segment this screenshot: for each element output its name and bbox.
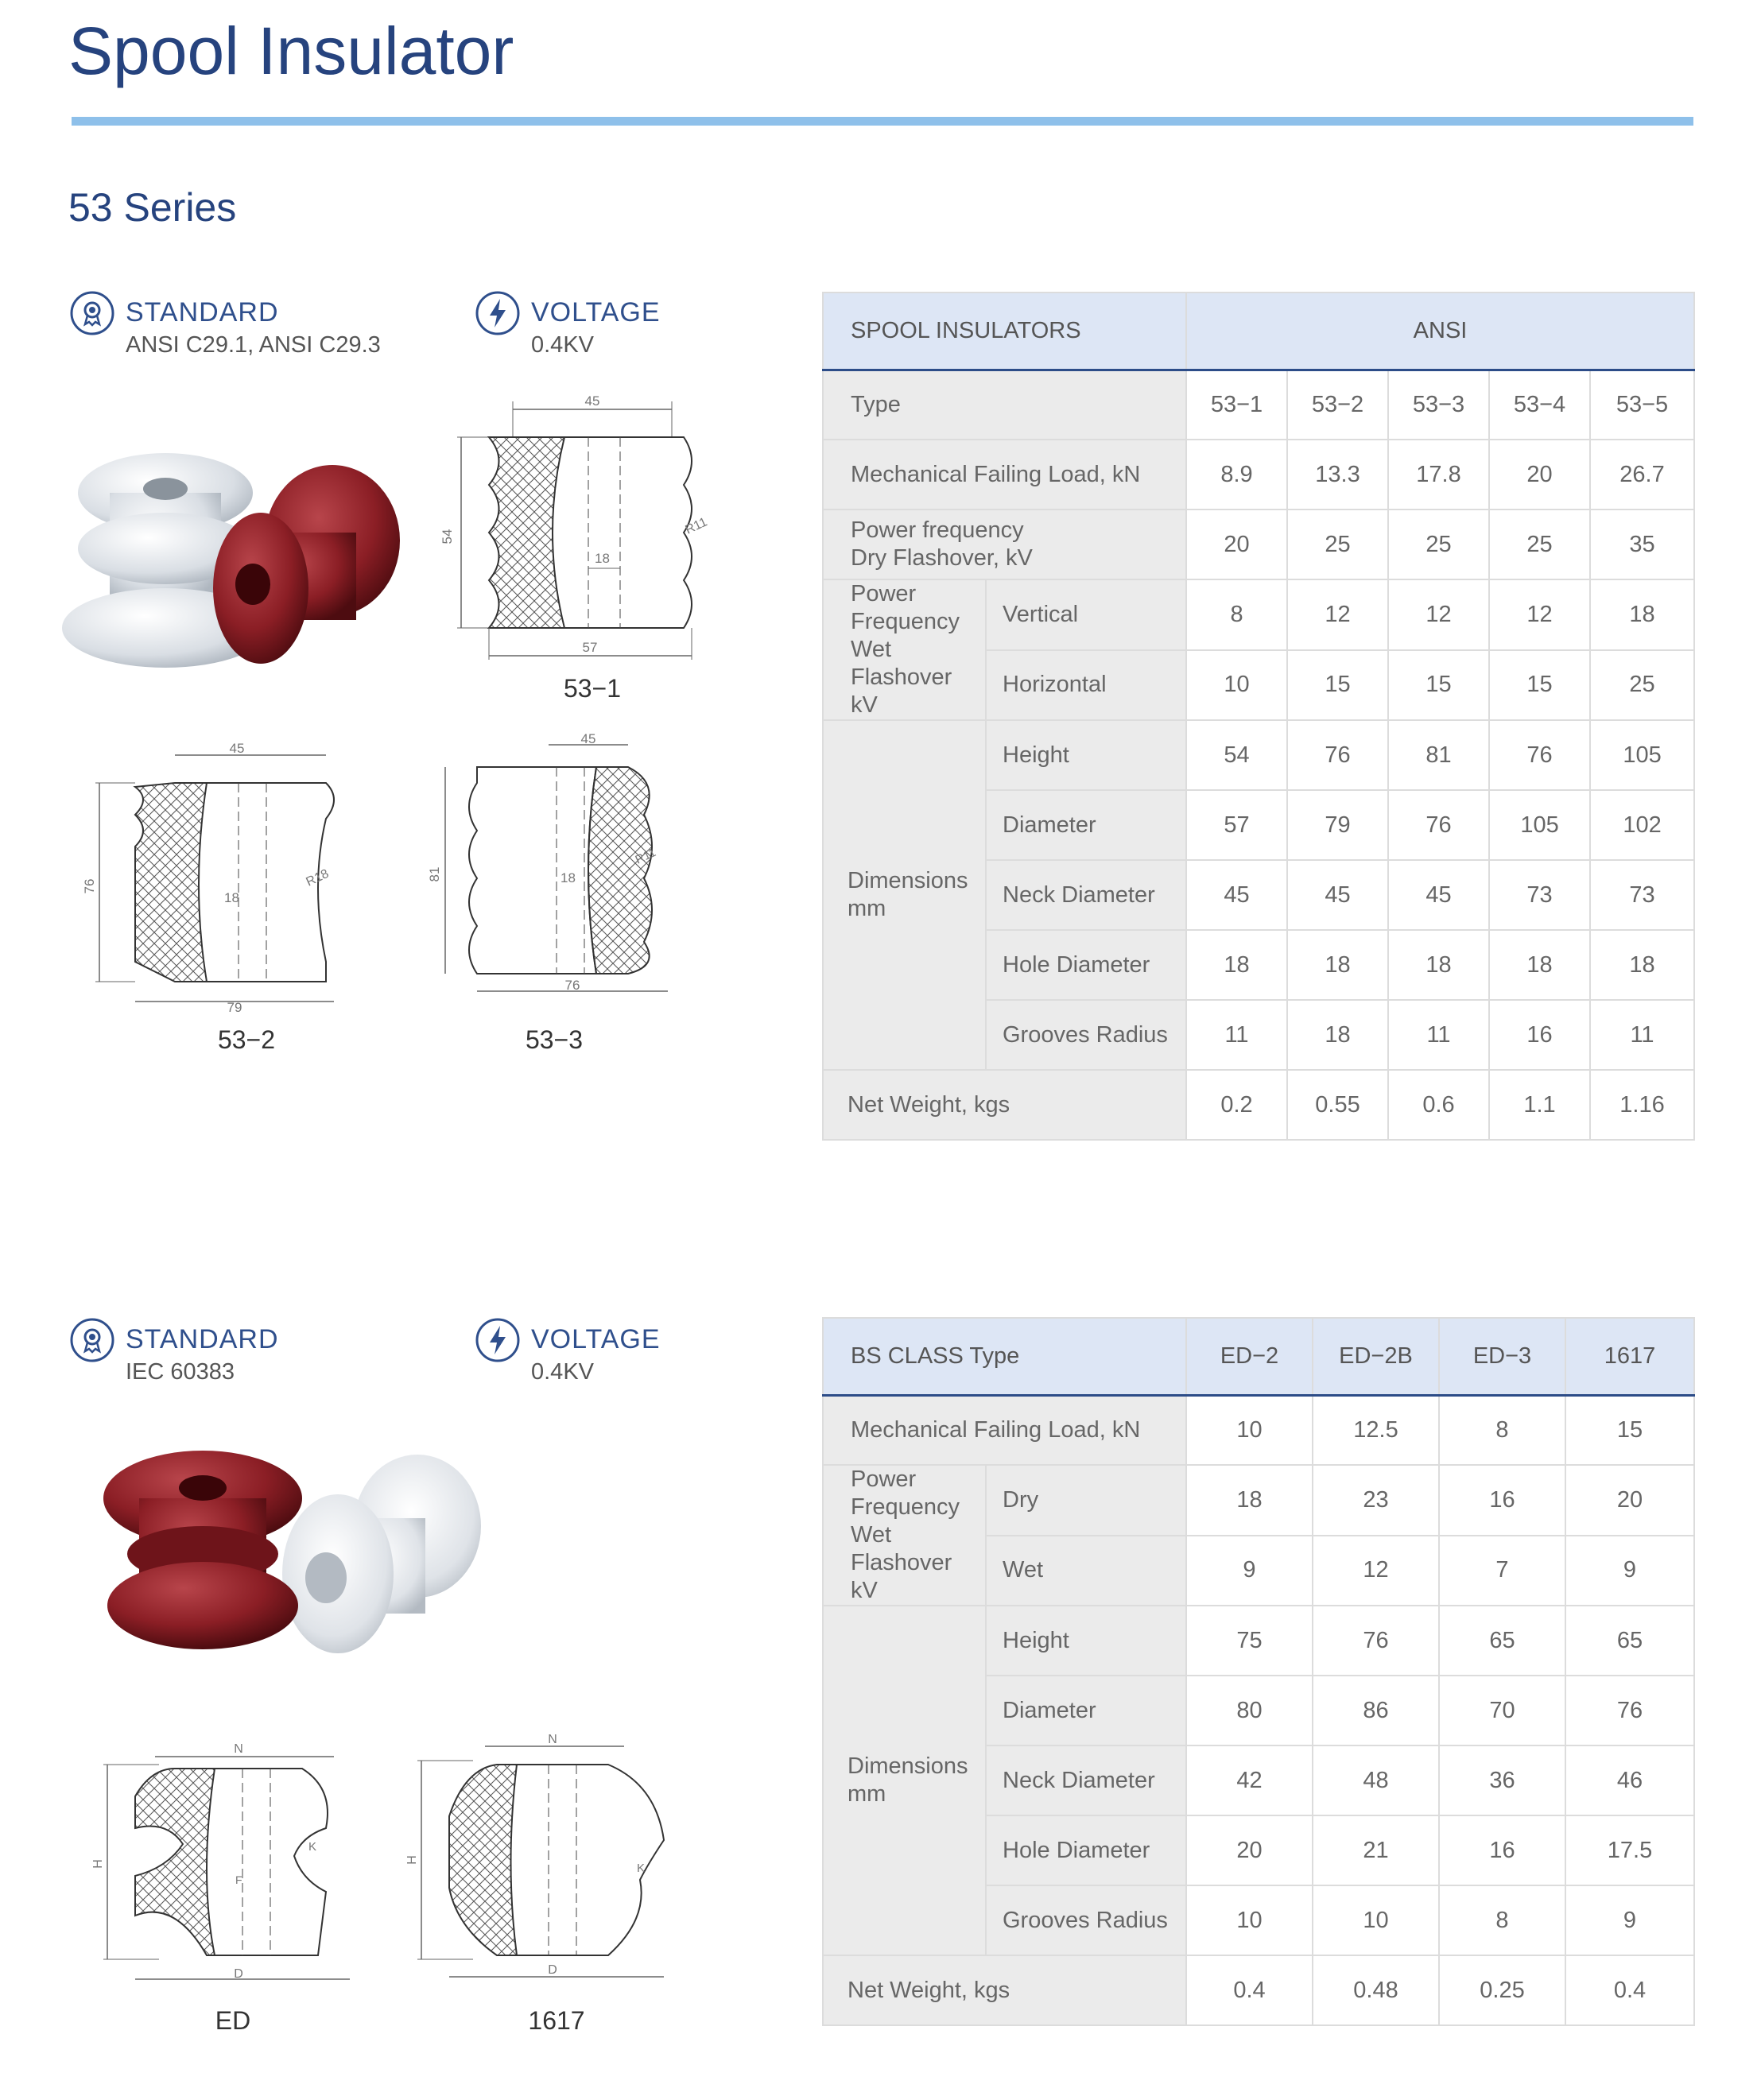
table-cell: 65 bbox=[1439, 1606, 1565, 1676]
table-cell: 25 bbox=[1489, 510, 1590, 579]
table-cell: 18 bbox=[1590, 930, 1694, 1000]
dim-d: D bbox=[234, 1967, 243, 1981]
table-cell: 1.16 bbox=[1590, 1070, 1694, 1140]
dim-top: 45 bbox=[229, 741, 245, 756]
table-cell: 48 bbox=[1313, 1745, 1439, 1815]
label-line: Dimensions bbox=[848, 868, 968, 893]
table-cell: 16 bbox=[1489, 1000, 1590, 1070]
table-cell: 79 bbox=[1287, 790, 1388, 860]
table-cell: 17.5 bbox=[1565, 1815, 1694, 1885]
table-row bbox=[823, 720, 1694, 790]
table-cell: 46 bbox=[1565, 1745, 1694, 1815]
table-cell: 102 bbox=[1590, 790, 1694, 860]
table-cell: 12 bbox=[1287, 579, 1388, 650]
table-cell: 18 bbox=[1186, 930, 1287, 1000]
table-cell: 0.48 bbox=[1313, 1955, 1439, 2025]
voltage-bolt-icon bbox=[475, 1318, 520, 1366]
table-cell: 10 bbox=[1313, 1885, 1439, 1955]
series-heading: 53 Series bbox=[68, 185, 237, 230]
bs-spec-table bbox=[822, 1317, 1695, 2026]
dim-bottom: 79 bbox=[227, 1000, 242, 1015]
row-label: Wet bbox=[986, 1536, 1186, 1606]
table-cell: 76 bbox=[1565, 1676, 1694, 1745]
table-row bbox=[823, 1606, 1694, 1676]
drawing-53-1 bbox=[440, 389, 710, 672]
table-cell: 53−4 bbox=[1489, 370, 1590, 440]
standard-badge-icon bbox=[70, 1318, 114, 1366]
group-label bbox=[823, 720, 986, 1070]
dim-top: 45 bbox=[580, 731, 596, 746]
table-cell: 57 bbox=[1186, 790, 1287, 860]
row-label: Height bbox=[986, 1606, 1186, 1676]
table-cell: 16 bbox=[1439, 1815, 1565, 1885]
table-cell: 8 bbox=[1186, 579, 1287, 650]
table-cell: 25 bbox=[1590, 650, 1694, 721]
row-label: Neck Diameter bbox=[986, 860, 1186, 930]
table-cell: 80 bbox=[1186, 1676, 1313, 1745]
table-cell: 65 bbox=[1565, 1606, 1694, 1676]
table-cell: 20 bbox=[1489, 440, 1590, 510]
row-label: Type bbox=[823, 370, 1186, 440]
page-title: Spool Insulator bbox=[68, 14, 514, 88]
label-line: Frequency bbox=[851, 609, 960, 634]
table-cell: ED−2 bbox=[1186, 1318, 1313, 1395]
caption-53-2: 53−2 bbox=[217, 1025, 276, 1054]
table-cell: 75 bbox=[1186, 1606, 1313, 1676]
table-cell: 76 bbox=[1287, 720, 1388, 790]
dim-n: N bbox=[548, 1733, 557, 1746]
table-cell: 0.4 bbox=[1186, 1955, 1313, 2025]
row-label: Mechanical Failing Load, kN bbox=[823, 1395, 1186, 1465]
ansi-spec-table bbox=[822, 292, 1695, 1141]
table-cell: 73 bbox=[1590, 860, 1694, 930]
table-cell: 18 bbox=[1287, 930, 1388, 1000]
table-cell: 26.7 bbox=[1590, 440, 1694, 510]
label-line: Power bbox=[851, 1467, 917, 1492]
table-cell: 12 bbox=[1388, 579, 1489, 650]
dim-radius: R11 bbox=[683, 515, 710, 537]
table-cell: 8.9 bbox=[1186, 440, 1287, 510]
row-label: Diameter bbox=[986, 1676, 1186, 1745]
voltage-label: VOLTAGE bbox=[531, 297, 661, 327]
table-cell: 7 bbox=[1439, 1536, 1565, 1606]
dim-left: 76 bbox=[82, 878, 97, 894]
drawing-53-3 bbox=[427, 731, 692, 1009]
label-line: Frequency bbox=[851, 1494, 960, 1520]
row-label: Net Weight, kgs bbox=[823, 1070, 1186, 1140]
table-cell: 53−2 bbox=[1287, 370, 1388, 440]
table-cell: 42 bbox=[1186, 1745, 1313, 1815]
table-cell: 20 bbox=[1186, 1815, 1313, 1885]
label-line: Dimensions bbox=[848, 1753, 968, 1779]
table-cell: 76 bbox=[1313, 1606, 1439, 1676]
caption-53-1: 53−1 bbox=[563, 674, 622, 703]
table-cell: 81 bbox=[1388, 720, 1489, 790]
ansi-insulators-photo bbox=[70, 445, 412, 688]
table-cell: ED−3 bbox=[1439, 1318, 1565, 1395]
drawing-53-2 bbox=[82, 741, 358, 1017]
table-cell: 15 bbox=[1388, 650, 1489, 721]
table-cell: 9 bbox=[1565, 1885, 1694, 1955]
table-cell: 18 bbox=[1590, 579, 1694, 650]
dim-hole: 18 bbox=[224, 890, 239, 905]
table-cell: 9 bbox=[1186, 1536, 1313, 1606]
dim-radius: R18 bbox=[304, 866, 332, 889]
label-line: Wet bbox=[851, 637, 892, 662]
group-label bbox=[823, 579, 986, 720]
standard-value: ANSI C29.1, ANSI C29.3 bbox=[126, 332, 381, 358]
dim-hole: 18 bbox=[560, 870, 576, 885]
table-cell: 9 bbox=[1565, 1536, 1694, 1606]
table-row bbox=[823, 1465, 1694, 1536]
table-cell: 25 bbox=[1287, 510, 1388, 579]
table-cell: 8 bbox=[1439, 1395, 1565, 1465]
table-row bbox=[823, 579, 1694, 650]
table-cell: 53−1 bbox=[1186, 370, 1287, 440]
table-cell: 0.6 bbox=[1388, 1070, 1489, 1140]
caption-1617: 1617 bbox=[528, 2006, 585, 2035]
row-label: Hole Diameter bbox=[986, 930, 1186, 1000]
caption-ed: ED bbox=[215, 2006, 251, 2035]
standard-label: STANDARD bbox=[126, 1324, 279, 1354]
row-label: Net Weight, kgs bbox=[823, 1955, 1186, 2025]
table-cell: 16 bbox=[1439, 1465, 1565, 1536]
label-line: mm bbox=[848, 1781, 886, 1807]
label-line: Wet bbox=[851, 1522, 892, 1548]
table-cell: 12 bbox=[1313, 1536, 1439, 1606]
dim-top: 45 bbox=[584, 393, 600, 409]
table-cell: 0.55 bbox=[1287, 1070, 1388, 1140]
voltage-value: 0.4KV bbox=[531, 1359, 594, 1385]
table-cell: 11 bbox=[1590, 1000, 1694, 1070]
table-header-group: ANSI bbox=[1186, 293, 1694, 370]
label-line: Power frequency bbox=[851, 517, 1024, 543]
table-cell: 15 bbox=[1287, 650, 1388, 721]
table-cell: 18 bbox=[1489, 930, 1590, 1000]
caption-53-3: 53−3 bbox=[525, 1025, 584, 1054]
table-cell: 18 bbox=[1287, 1000, 1388, 1070]
table-row bbox=[823, 440, 1694, 510]
table-cell: 20 bbox=[1186, 510, 1287, 579]
table-cell: 20 bbox=[1565, 1465, 1694, 1536]
group-label bbox=[823, 1465, 986, 1606]
table-cell: 25 bbox=[1388, 510, 1489, 579]
table-cell: 45 bbox=[1388, 860, 1489, 930]
table-cell: 53−5 bbox=[1590, 370, 1694, 440]
table-cell: 35 bbox=[1590, 510, 1694, 579]
dim-k: K bbox=[637, 1862, 646, 1875]
dim-k: K bbox=[308, 1840, 317, 1854]
dim-d: D bbox=[548, 1963, 557, 1977]
row-label: Neck Diameter bbox=[986, 1745, 1186, 1815]
standard-badge-icon bbox=[70, 291, 114, 339]
table-cell: 1.1 bbox=[1489, 1070, 1590, 1140]
voltage-label: VOLTAGE bbox=[531, 1324, 661, 1354]
group-label bbox=[823, 1606, 986, 1955]
table-cell: 105 bbox=[1489, 790, 1590, 860]
voltage-value: 0.4KV bbox=[531, 332, 594, 358]
table-cell: 10 bbox=[1186, 1395, 1313, 1465]
table-cell: 0.25 bbox=[1439, 1955, 1565, 2025]
table-row bbox=[823, 1955, 1694, 2025]
dim-h: H bbox=[91, 1859, 105, 1869]
table-cell: 12 bbox=[1489, 579, 1590, 650]
table-cell: 15 bbox=[1565, 1395, 1694, 1465]
table-cell: 86 bbox=[1313, 1676, 1439, 1745]
dim-bottom: 76 bbox=[564, 978, 580, 993]
table-row bbox=[823, 1395, 1694, 1465]
voltage-bolt-icon bbox=[475, 291, 520, 339]
drawing-1617 bbox=[401, 1729, 672, 1995]
label-line: Dry Flashover, kV bbox=[851, 545, 1033, 571]
table-row bbox=[823, 370, 1694, 440]
dim-h: H bbox=[405, 1855, 419, 1865]
dim-left: 81 bbox=[427, 866, 442, 882]
table-cell: 12.5 bbox=[1313, 1395, 1439, 1465]
table-cell: 11 bbox=[1388, 1000, 1489, 1070]
table-header-label: BS CLASS Type bbox=[823, 1318, 1186, 1395]
row-label: Height bbox=[986, 720, 1186, 790]
row-label: Mechanical Failing Load, kN bbox=[823, 440, 1186, 510]
title-underline bbox=[72, 117, 1693, 126]
table-cell: 18 bbox=[1388, 930, 1489, 1000]
label-line: mm bbox=[848, 896, 886, 921]
dim-radius: R11 bbox=[633, 846, 658, 867]
standard-label: STANDARD bbox=[126, 297, 279, 327]
row-label: Grooves Radius bbox=[986, 1000, 1186, 1070]
dim-n: N bbox=[234, 1742, 243, 1756]
table-cell: 45 bbox=[1287, 860, 1388, 930]
table-cell: 0.4 bbox=[1565, 1955, 1694, 2025]
row-label: Grooves Radius bbox=[986, 1885, 1186, 1955]
table-row bbox=[823, 1070, 1694, 1140]
drawing-ed bbox=[87, 1733, 358, 1999]
table-cell: 23 bbox=[1313, 1465, 1439, 1536]
row-label: Horizontal bbox=[986, 650, 1186, 721]
table-cell: 54 bbox=[1186, 720, 1287, 790]
table-cell: 76 bbox=[1489, 720, 1590, 790]
row-label: Vertical bbox=[986, 579, 1186, 650]
row-label: Hole Diameter bbox=[986, 1815, 1186, 1885]
row-label: Dry bbox=[986, 1465, 1186, 1536]
label-line: Power bbox=[851, 581, 917, 606]
dim-left: 54 bbox=[440, 529, 455, 544]
table-cell: 18 bbox=[1186, 1465, 1313, 1536]
dim-bottom: 57 bbox=[582, 640, 598, 655]
table-cell: 13.3 bbox=[1287, 440, 1388, 510]
table-cell: 15 bbox=[1489, 650, 1590, 721]
table-cell: 1617 bbox=[1565, 1318, 1694, 1395]
table-cell: 11 bbox=[1186, 1000, 1287, 1070]
table-cell: 17.8 bbox=[1388, 440, 1489, 510]
table-row bbox=[823, 510, 1694, 579]
table-cell: 45 bbox=[1186, 860, 1287, 930]
table-cell: 0.2 bbox=[1186, 1070, 1287, 1140]
table-cell: 76 bbox=[1388, 790, 1489, 860]
table-cell: 105 bbox=[1590, 720, 1694, 790]
bs-insulators-photo bbox=[83, 1439, 497, 1681]
row-label: Diameter bbox=[986, 790, 1186, 860]
label-line: Flashover kV bbox=[851, 664, 952, 718]
table-cell: 10 bbox=[1186, 1885, 1313, 1955]
table-cell: 8 bbox=[1439, 1885, 1565, 1955]
table-cell: 21 bbox=[1313, 1815, 1439, 1885]
table-cell: ED−2B bbox=[1313, 1318, 1439, 1395]
label-line: Flashover kV bbox=[851, 1550, 952, 1603]
dim-f: F bbox=[235, 1873, 242, 1886]
table-cell: 53−3 bbox=[1388, 370, 1489, 440]
table-cell: 73 bbox=[1489, 860, 1590, 930]
standard-value: IEC 60383 bbox=[126, 1359, 235, 1385]
dim-hole: 18 bbox=[595, 551, 610, 566]
table-cell: 36 bbox=[1439, 1745, 1565, 1815]
table-header-label: SPOOL INSULATORS bbox=[823, 293, 1186, 370]
row-label bbox=[823, 510, 1186, 579]
table-cell: 70 bbox=[1439, 1676, 1565, 1745]
table-cell: 10 bbox=[1186, 650, 1287, 721]
